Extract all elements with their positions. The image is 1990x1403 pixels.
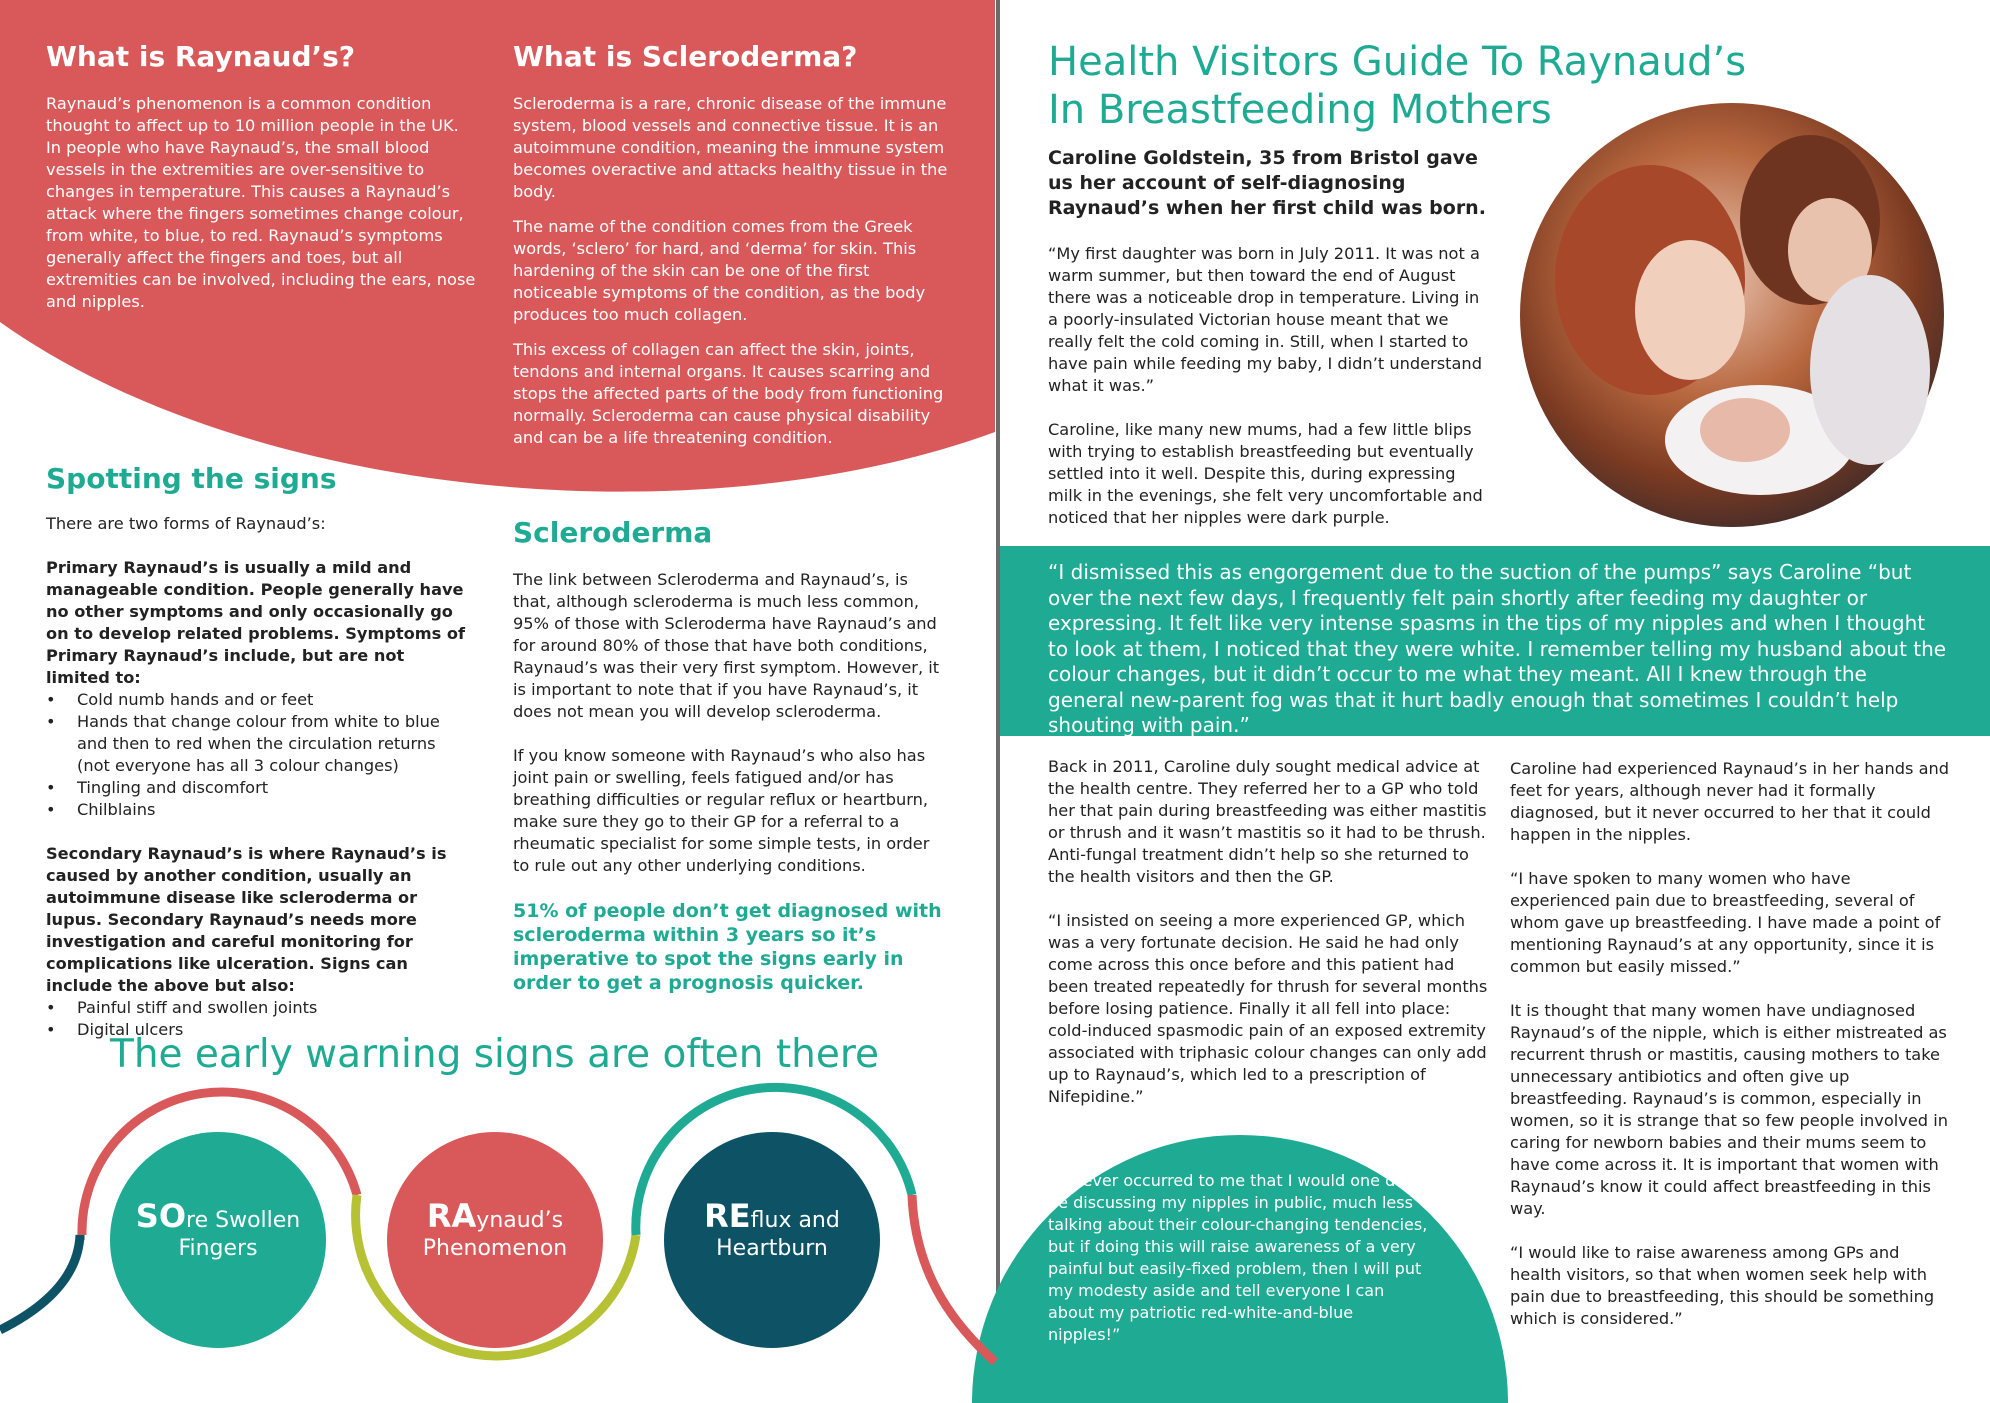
raynaud-title: What is Raynaud’s? [46,40,356,73]
story-intro-block [1048,146,1493,542]
scleroderma-what-section [513,40,953,462]
circle-text-line2: Fingers [178,1236,258,1261]
early-warning-banner: The early warning signs are often there [110,1032,880,1077]
circle-label-sore-swollen [118,1197,318,1263]
column2-p2: “I have spoken to many women who have experienced pain due to breastfeeding, several of whom gave up breastfeeding. I have made a point of mentioning Raynaud’s at any opportunity, since it is common but easily missed.” [1510,869,1941,976]
circle-acronym-so: SO [135,1197,187,1235]
circle-label-reflux [672,1197,872,1263]
scleroderma-p2: If you know someone with Raynaud’s who also has joint pain or swelling, feels fatigued and/or has breathing difficulties or regular reflux or heartburn, make sure they go to their GP for a referral to a rheumatic specialist for some simple tests, in order to rule out any other underlying conditions. [513,746,930,875]
guide-title-line2: In Breastfeeding Mothers [1048,87,1552,133]
list-item: • Tingling and discomfort [77,777,466,799]
story-p2: Caroline, like many new mums, had a few little blips with trying to establish breastfeeding but eventually settled into it well. Despite this, during expressing milk in the evenings, she felt very uncomfortable and noticed that her nipples were dark purple. [1048,420,1483,527]
circle-acronym-ra: RA [426,1197,477,1235]
circle-text-line2: Heartburn [716,1236,828,1261]
list-item: • Hands that change colour from white to blue and then to red when the circulation returns (not everyone has all 3 colour changes) [77,711,466,777]
raynaud-body: Raynaud’s phenomenon is a common condition thought to affect up to 10 million people in the UK. In people who have Raynaud’s, the small blood vessels in the extremities are over-sensitive to changes in temperature. This causes a Raynaud’s attack where the fingers sometimes change colour, from white, to blue, to red. Raynaud’s symptoms generally affect the fingers and toes, but all extremities can be involved, including the ears, nose and nipples. [46,94,476,311]
column1-p2: “I insisted on seeing a more experienced GP, which was a very fortunate decision. He said he had only come across this once before and this patient had been treated repeatedly for thrush for several months before losing patience. Finally it all fell into place: cold-induced spasmodic pain of an exposed extremity associated with triphasic colour changes can only add up to Raynaud’s, which led to a prescription of Nifepidine.” [1048,911,1488,1106]
circle-quote: “It never occurred to me that I would one day be discussing my nipples in public, much less talking about their colour-changing tendencies, but if doing this will raise awareness of a very painful but easily-fixed problem, then I will put my modesty aside and tell everyone I can about my patriotic red-white-and-blue nipples!” [1048,1171,1428,1344]
secondary-raynaud-text: Secondary Raynaud’s is where Raynaud’s is caused by another condition, usually an autoimmune disease like scleroderma or lupus. Secondary Raynaud’s needs more investigation and careful monitoring for complications like ulceration. Signs can include the above but also: [46,844,447,995]
list-item: • Chilblains [77,799,466,821]
circle-text-rest: ynaud’s [476,1208,564,1233]
story-column-2 [1510,758,1950,1343]
scleroderma-what-p1: Scleroderma is a rare, chronic disease of the immune system, blood vessels and connective tissue. It is an autoimmune condition, meaning the immune system becomes overactive and attacks healthy tissue in the body. [513,94,948,201]
list-item: • Cold numb hands and or feet [77,689,466,711]
story-column-1 [1048,756,1488,1121]
arc-navy-tail [0,1235,80,1330]
scleroderma-section [513,516,945,995]
band-quote: “I dismissed this as engorgement due to the suction of the pumps” says Caroline “but over the next few days, I frequently felt pain shortly after feeding my daughter or expressing. It felt like very intense spasms in the tips of my nipples and when I thought to look at them, I noticed that they were white. I remember telling my husband about the colour changes, but it didn’t occur to me what they meant. All I knew through the general new-parent fog was that it hurt badly enough that sometimes I couldn’t help shouting with pain.” [1048,560,1947,737]
raynaud-section [46,40,476,313]
page-divider [996,0,1000,1403]
spotting-section [46,462,466,1041]
scleroderma-what-p3: This excess of collagen can affect the skin, joints, tendons and internal organs. It causes scarring and stops the affected parts of the body from functioning normally. Scleroderma can cause physical disability and can be a life threatening condition. [513,340,944,447]
scleroderma-what-title: What is Scleroderma? [513,40,858,73]
column2-p4: “I would like to raise awareness among GPs and health visitors, so that when women seek help with pain due to breastfeeding, this should be something which is considered.” [1510,1243,1935,1328]
mother-child-photo [1520,103,1944,527]
list-item: • Digital ulcers [77,1019,466,1041]
column1-p1: Back in 2011, Caroline duly sought medical advice at the health centre. They referred her to a GP who told her that pain during breastfeeding was either mastitis or thrush and it wasn’t mastitis so it had to be thrush. Anti-fungal treatment didn’t help so she returned to the health visitors and then the GP. [1048,757,1487,886]
primary-symptom-list [46,689,466,821]
circle-text-rest: flux and [750,1208,840,1233]
circle-acronym-re: RE [704,1197,751,1235]
scleroderma-what-p2: The name of the condition comes from the Greek words, ‘sclero’ for hard, and ‘derma’ for skin. This hardening of the skin can be one of the first noticeable symptoms of the condition, as the body produces too much collagen. [513,217,926,324]
list-item: • Painful stiff and swollen joints [77,997,466,1019]
primary-raynaud-text: Primary Raynaud’s is usually a mild and manageable condition. People generally have no other symptoms and only occasionally go on to develop related problems. Symptoms of Primary Raynaud’s include, but are not limited to: [46,558,466,687]
column2-p3: It is thought that many women have undiagnosed Raynaud’s of the nipple, which is either mistreated as recurrent thrush or mastitis, causing mothers to take unnecessary antibiotics and often give up breastfeeding. Raynaud’s is common, especially in women, so it is strange that so few people involved in caring for newborn babies and their mums seem to have come across it. It is important that women with Raynaud’s know it could affect breastfeeding in this way. [1510,1001,1948,1218]
scleroderma-p1: The link between Scleroderma and Raynaud’s, is that, although scleroderma is much less common, 95% of those with Scleroderma have Raynaud’s and for around 80% of those that have both conditions, Raynaud’s was their very first symptom. However, it is important to note that if you have Raynaud’s, it does not mean you will develop scleroderma. [513,570,940,721]
column2-p1: Caroline had experienced Raynaud’s in her hands and feet for years, although never had it formally diagnosed, but it never occurred to her that it could happen in the nipples. [1510,759,1950,844]
diagnosis-highlight: 51% of people don’t get diagnosed with scleroderma within 3 years so it’s imperative to spot the signs early in order to get a prognosis quicker. [513,900,942,994]
guide-title-block [1048,38,1948,134]
story-p1: “My first daughter was born in July 2011. It was not a warm summer, but then toward the end of August there was a noticeable drop in temperature. Living in a poorly-insulated Victorian house meant that we really felt the cold coming in. Still, when I started to have pain while feeding my baby, I didn’t understand what it was.” [1048,244,1482,395]
guide-title-line1: Health Visitors Guide To Raynaud’s [1048,39,1747,85]
circle-label-raynauds [395,1197,595,1263]
spotting-title: Spotting the signs [46,462,337,495]
circle-text-rest: re Swollen [186,1208,301,1233]
spotting-intro: There are two forms of Raynaud’s: [46,514,326,533]
scleroderma-title: Scleroderma [513,516,713,549]
story-intro: Caroline Goldstein, 35 from Bristol gave us her account of self-diagnosing Raynaud’s when her first child was born. [1048,147,1486,219]
circle-text-line2: Phenomenon [422,1236,568,1261]
